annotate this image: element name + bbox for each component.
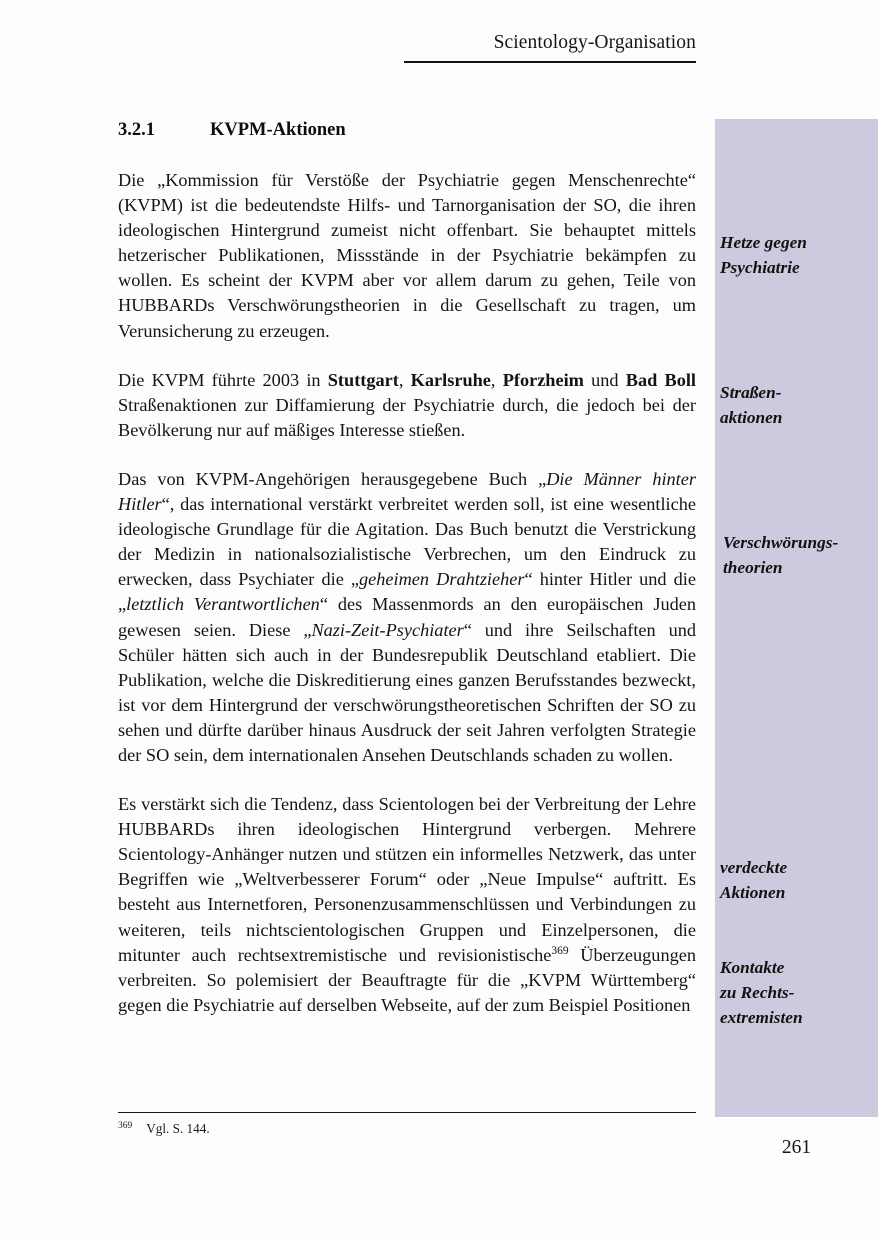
paragraph-text: Die KVPM führte 2003 in xyxy=(118,369,328,390)
paragraph-text: Es verstärkt sich die Tendenz, dass Scientologen bei der Verbreitung der Lehre HUBBARDs ihren ideologischen Hintergrund verbergen. Mehrere Scientology-Anhänger nutzen und stützen ein informelles Netzwerk, das unter Begriffen wie „Weltverbesserer Forum“ oder „Neue Impulse“ auftritt. Es besteht aus Internetforen, Personenzusammenschlüssen und Verbindungen zu weiteren, teils nichtscientologischen Gruppen und Einzelpersonen, die mitunter auch rechtsextremistische und revisionistische xyxy=(118,794,696,965)
city-karlsruhe: Karlsruhe xyxy=(410,369,491,390)
paragraph-strassenaktionen xyxy=(118,368,696,443)
margin-note-line: Straßen- xyxy=(720,383,782,402)
margin-note-line: Psychiatrie xyxy=(720,257,800,277)
paragraph-text: “ und ihre Seilschaften und Schüler hätten sich auch in der Bundesrepublik Deutschland etabliert. Die Publikation, welche die Diskreditierung eines ganzen Berufsstandes bezweckt, ist vor dem Hintergrund der verschwörungstheoretischen Schriften der SO zu sehen und dürfte darüber hinaus Ausdruck der seit Jahren verfolgten Strategie der SO sein, dem internationalen Ansehen Deutschlands schaden zu wollen. xyxy=(118,619,696,765)
paragraph-text: Die „Kommission für Verstöße der Psychiatrie gegen Menschenrechte“ (KVPM) ist die bedeutendste Hilfs- und Tarnorganisation der SO, die ihren ideologischen Hintergrund zumeist nicht offenbart. Sie behauptet mittels hetzerischer Publikationen, Missstände in der Psychiatrie bekämpfen zu wollen. Es scheint der KVPM aber vor allem darum zu gehen, Teile von HUBBARDs Verschwörungstheorien in die Gesellschaft zu tragen, um Verunsicherung zu erzeugen. xyxy=(118,170,696,341)
paragraph-text: “ des Massenmords an den europäischen Juden gewesen seien. Diese „ xyxy=(118,594,696,640)
paragraph-text: Straßenaktionen zur Diffamierung der Psychiatrie durch, die jedoch bei der Bevölkerung nur auf mäßiges Interesse stießen. xyxy=(118,394,696,440)
footnote-entry xyxy=(118,1120,696,1138)
margin-note-strassenaktionen xyxy=(720,381,878,431)
footnote-reference-369: 369 xyxy=(551,944,569,957)
paragraph-text: und xyxy=(583,369,626,390)
running-head: Scientology-Organisation xyxy=(493,32,696,53)
quote-letztlich-verantwortlichen: letztlich Verantwortlichen xyxy=(126,594,320,615)
margin-note-line: extremisten xyxy=(720,1007,803,1027)
footnote-number: 369 xyxy=(118,1120,133,1131)
section-heading xyxy=(118,118,696,142)
margin-note-line: zu Rechts- xyxy=(720,982,795,1002)
margin-note-line: Hetze gegen xyxy=(720,233,807,252)
paragraph-text: , xyxy=(398,369,411,390)
body-text-column xyxy=(118,118,696,1018)
running-head-rule xyxy=(404,61,696,63)
margin-note-line: theorien xyxy=(723,557,783,577)
quote-nazi-zeit-psychiater: Nazi-Zeit-Psychiater xyxy=(311,619,464,640)
margin-note-line: Kontakte xyxy=(720,958,785,977)
page-number: 261 xyxy=(781,1137,812,1158)
city-pforzheim: Pforzheim xyxy=(502,369,584,390)
section-title: KVPM-Aktionen xyxy=(210,120,346,140)
margin-note-line: Aktionen xyxy=(720,882,786,902)
margin-note-line: aktionen xyxy=(720,407,783,427)
paragraph-text: “, das international verstärkt verbreitet werden soll, ist eine wesentliche ideologische Grundlage für die Agitation. Das Buch benutzt die Verstrickung der Medizin in nationalsozialistische Verbrechen, um den Eindruck zu erwecken, dass Psychiater die „ xyxy=(118,494,696,590)
margin-note-hetze-gegen-psychiatrie xyxy=(720,231,878,281)
paragraph-text: Überzeugungen verbreiten. So polemisiert der Beauftragte für die „KVPM Württemberg“ gegen die Psychiatrie auf derselben Webseite, auf der zum Beispiel Positionen xyxy=(118,944,696,1015)
quote-geheime-drahtzieher: geheimen Drahtzieher xyxy=(359,569,525,590)
section-number: 3.2.1 xyxy=(118,120,155,140)
paragraph-text: , xyxy=(490,369,503,390)
footnote-text: Vgl. S. 144. xyxy=(146,1121,210,1136)
city-bad-boll: Bad Boll xyxy=(625,369,696,390)
margin-note-kontakte-zu-rechtsextremisten xyxy=(720,956,878,1030)
paragraph-text: Das von KVPM-Angehörigen herausgegebene Buch „ xyxy=(118,468,547,489)
book-title-die-maenner-hinter-hitler: Die Männer hinter Hitler xyxy=(118,468,696,515)
paragraph-text: “ hinter Hitler und die „ xyxy=(118,569,696,615)
paragraph-verschwoerungstheorien xyxy=(118,467,696,768)
margin-note-verdeckte-aktionen xyxy=(720,856,878,906)
paragraph-kvpm-intro xyxy=(118,168,696,344)
margin-note-line: Verschwörungs- xyxy=(723,533,839,552)
footnote-separator-rule xyxy=(118,1112,696,1113)
paragraph-verdeckte-aktionen xyxy=(118,792,696,1018)
margin-note-line: verdeckte xyxy=(720,858,788,877)
city-stuttgart: Stuttgart xyxy=(327,369,399,390)
margin-note-verschwoerungstheorien xyxy=(723,531,878,581)
